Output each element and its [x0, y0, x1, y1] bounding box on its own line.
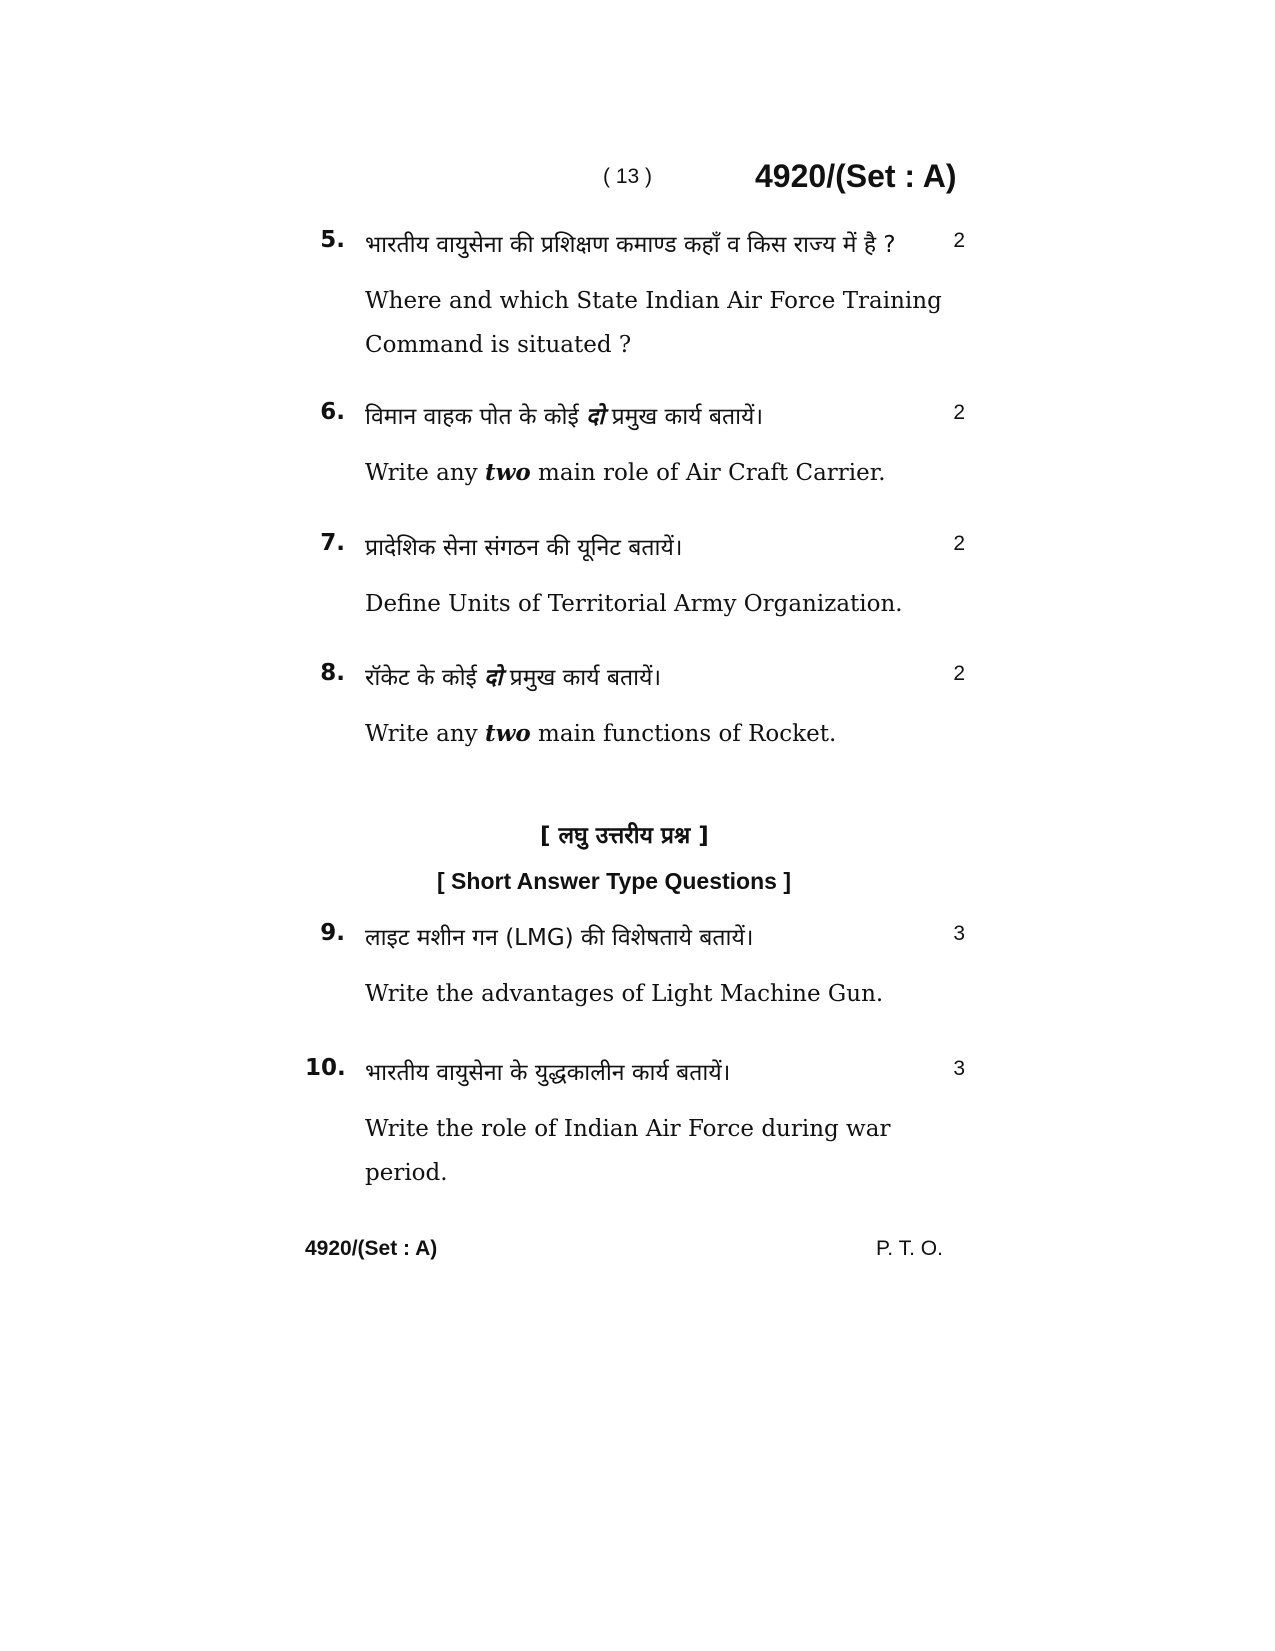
question-7 — [305, 530, 965, 626]
question-hindi: रॉकेट के कोई दो प्रमुख कार्य बतायें। — [365, 665, 662, 691]
question-marks: 2 — [953, 229, 965, 252]
question-marks: 3 — [953, 1057, 965, 1080]
question-marks: 2 — [953, 401, 965, 424]
question-hindi: विमान वाहक पोत के कोई दो प्रमुख कार्य बतायें। — [365, 404, 764, 430]
pto-label: P. T. O. — [876, 1237, 943, 1260]
question-number: 9. — [320, 920, 345, 946]
section-heading-english: [ Short Answer Type Questions ] — [437, 868, 791, 894]
question-marks: 2 — [953, 662, 965, 685]
question-number: 5. — [320, 227, 345, 253]
question-hindi: लाइट मशीन गन (LMG) की विशेषताये बतायें। — [365, 925, 754, 951]
question-8 — [305, 660, 965, 756]
question-10 — [305, 1055, 965, 1195]
question-english: Define Units of Territorial Army Organization. — [365, 591, 903, 617]
paper-code-header: 4920/(Set : A) — [755, 158, 957, 194]
question-marks: 3 — [953, 922, 965, 945]
question-english: Where and which State Indian Air Force Training Command is situated ? — [365, 288, 942, 358]
question-hindi: भारतीय वायुसेना की प्रशिक्षण कमाण्ड कहाँ व किस राज्य में है ? — [365, 232, 896, 258]
question-number: 7. — [320, 530, 345, 556]
section-heading-hindi: [ लघु उत्तरीय प्रश्न ] — [540, 823, 709, 849]
question-number: 6. — [320, 399, 345, 425]
question-hindi: भारतीय वायुसेना के युद्धकालीन कार्य बतायें। — [365, 1060, 731, 1086]
question-number: 10. — [305, 1055, 346, 1081]
question-english: Write the role of Indian Air Force during war period. — [365, 1116, 891, 1186]
question-number: 8. — [320, 660, 345, 686]
paper-code-footer: 4920/(Set : A) — [305, 1237, 438, 1260]
question-hindi: प्रादेशिक सेना संगठन की यूनिट बतायें। — [365, 535, 683, 561]
question-5 — [305, 227, 965, 367]
question-english: Write the advantages of Light Machine Gun. — [365, 981, 884, 1007]
question-6 — [305, 399, 965, 495]
question-marks: 2 — [953, 532, 965, 555]
question-9 — [305, 920, 965, 1016]
page-number: ( 13 ) — [603, 165, 653, 188]
question-english: Write any two main functions of Rocket. — [365, 720, 837, 747]
question-english: Write any two main role of Air Craft Carrier. — [365, 459, 886, 486]
